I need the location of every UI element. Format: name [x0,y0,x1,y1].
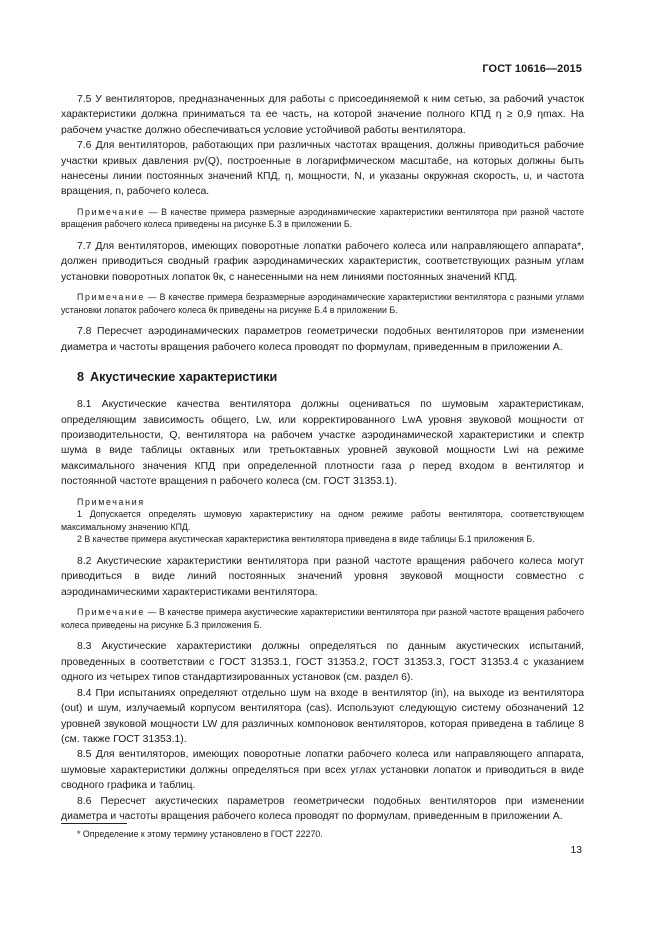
section-title-text: Акустические характеристики [90,370,278,385]
note-7-7 [61,291,584,316]
section-heading-8 [77,369,584,385]
footnote-separator [61,823,127,824]
document-body [61,92,584,824]
paragraph-8-6: 8.6 Пересчет акустических параметров геометрически подобных вентиляторов при изменении диаметра и частоты вращения рабочего колеса проводят по формулам, приведенным в приложении А. [61,795,584,822]
paragraph-8-4: 8.4 При испытаниях определяют отдельно шум на входе в вентилятор (in), на выходе из вентилятора (out) и шум, излучаемый корпусом вентилятора (cas). Используют следующую систему обозначений 12 уровней звуковой мощности LW для различных компоновок вентиляторов, которая приведена в таблице 8 (см. также ГОСТ 31353.1). [61,687,584,745]
paragraph-7-8: 7.8 Пересчет аэродинамических параметров геометрически подобных вентиляторов при изменении диаметра и частоты вращения рабочего колеса проводят по формулам, приведенным в приложении А. [61,326,584,353]
footnote: * Определение к этому термину установлено в ГОСТ 22270. [77,829,323,839]
paragraph-7-6: 7.6 Для вентиляторов, работающих при различных частотах вращения, должны приводиться рабочие участки кривых давления pv(Q), построенные в логарифмическом масштабе, на которых должны быть нанесены линии постоянных значений КПД, η, мощности, N, и указаны окружная скорость, u, и частота вращения, n, рабочего колеса. [61,140,584,198]
note-heading: Примечание [77,206,145,217]
notes-8-1 [61,496,584,546]
paragraph-8-5: 8.5 Для вентиляторов, имеющих поворотные лопатки рабочего колеса или направляющего аппарата, шумовые характеристики должны определяться при всех углах установки лопаток и приводиться в виде сводного графика и таблиц. [61,749,584,792]
section-number: 8 [77,370,85,385]
note-text: — В качестве примера размерные аэродинамические характеристики вентилятора при разной частоте вращения рабочего колеса приведены на рисунке Б.3 в приложении Б. [61,206,585,230]
page-number: 13 [570,845,582,856]
note-item-1: 1 Допускается определять шумовую характеристику на одном режиме работы вентилятора, соответствующем максимальному значению КПД. [61,509,584,532]
note-7-6 [61,206,584,231]
note-heading: Примечания [77,496,145,507]
note-heading: Примечание [77,292,145,303]
paragraph-7-5: 7.5 У вентиляторов, предназначенных для работы с присоединяемой к ним сетью, за рабочий участок характеристики должна приниматься та ее часть, на которой значение полного КПД η ≥ 0,9 ηmax. На рабочем участке должно обеспечиваться условие устойчивой работы вентилятора. [61,94,584,136]
paragraph-7-7: 7.7 Для вентиляторов, имеющих поворотные лопатки рабочего колеса или направляющего аппарата*, должен приводиться сводный график аэродинамических характеристик, соответствующих разным углам установки поворотных лопаток θк, с нанесенными на нем линиями постоянных значений КПД. [61,241,584,283]
paragraph-8-3: 8.3 Акустические характеристики должны определяться по данным акустических испытаний, проведенных в соответствии с ГОСТ 31353.1, ГОСТ 31353.2, ГОСТ 31353.3, ГОСТ 31353.4 с указанием одного из четырех типов стандартизированных установок (см. раздел 6). [61,641,584,684]
note-heading: Примечание [77,607,145,618]
note-text: — В качестве примера безразмерные аэродинамические характеристики вентилятора с разными углами установки лопаток рабочего колеса θк приведены на рисунке Б.4 в приложении Б. [61,292,584,315]
note-item-2: 2 В качестве примера акустическая характеристика вентилятора приведена в виде таблицы Б.1 приложения Б. [77,534,535,545]
document-id: ГОСТ 10616—2015 [482,63,582,75]
paragraph-8-1: 8.1 Акустические качества вентилятора должны оцениваться по шумовым характеристикам, определяющим зависимость общего, Lw, или корректированного LwA уровня звуковой мощности от производительности, Q, вентилятора на рабочем участке аэродинамической характеристики и спектр шума в виде таблицы октавных или третьоктавных уровней звуковой мощности Lwi на режиме максимального значения КПД при определенной плотности газа ρ перед входом в вентилятор и постоянной частоте вращения n рабочего колеса (см. ГОСТ 31353.1). [61,399,584,488]
note-text: — В качестве примера акустические характеристики вентилятора при разной частоте вращения рабочего колеса приведены на рисунке Б.3 приложения Б. [61,607,584,630]
paragraph-8-2: 8.2 Акустические характеристики вентилятора при разной частоте вращения рабочего колеса могут приводиться в виде линий постоянных значений уровня звуковой мощности совместно с аэродинамическими характеристиками вентилятора. [61,556,584,598]
note-8-2 [61,606,584,631]
